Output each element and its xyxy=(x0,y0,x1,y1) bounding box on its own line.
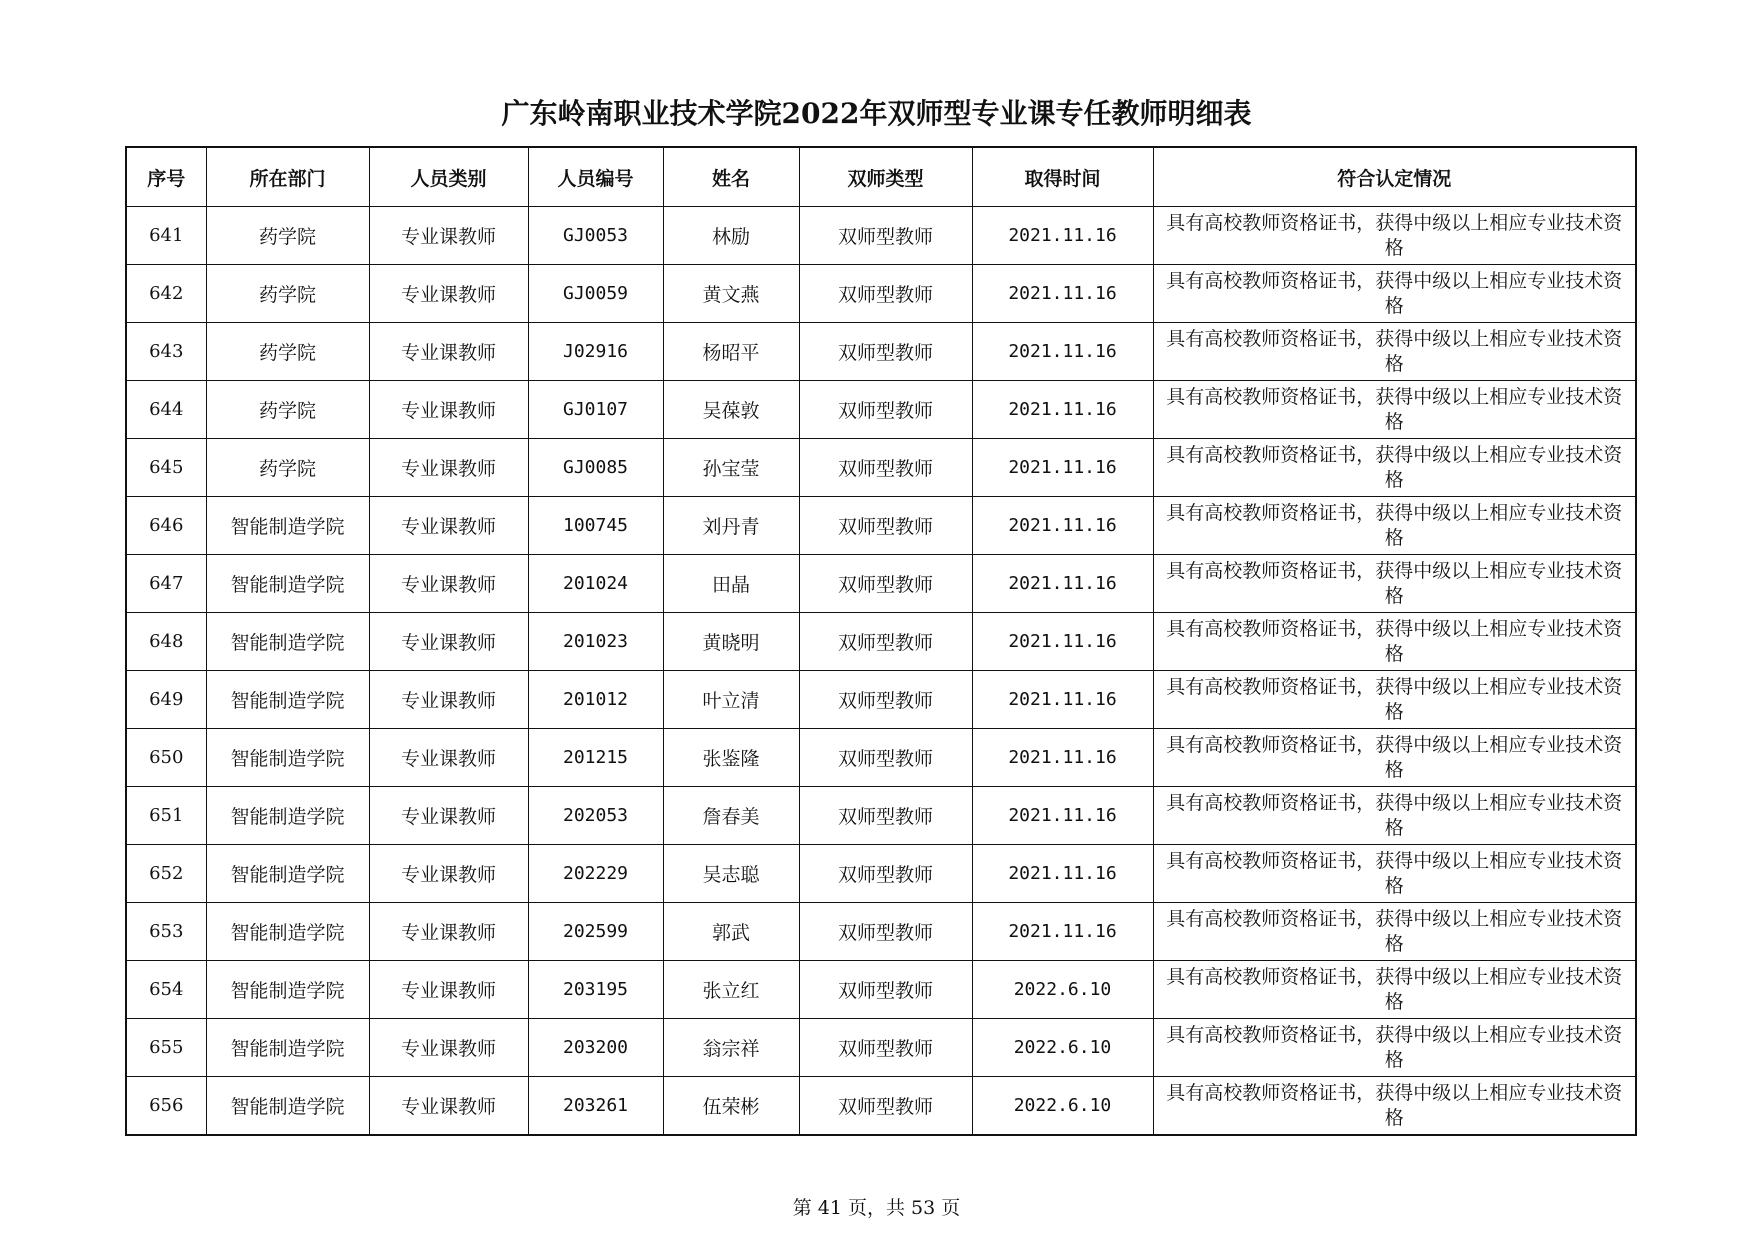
cell-obtained-date: 2021.11.16 xyxy=(972,555,1153,613)
cell-obtained-date: 2021.11.16 xyxy=(972,439,1153,497)
cell-department: 智能制造学院 xyxy=(206,845,369,903)
table-row xyxy=(126,381,1636,439)
cell-serial: 644 xyxy=(126,381,206,439)
table-row xyxy=(126,207,1636,265)
table-row xyxy=(126,613,1636,671)
cell-serial: 653 xyxy=(126,903,206,961)
cell-department: 智能制造学院 xyxy=(206,613,369,671)
cell-criteria: 具有高校教师资格证书，获得中级以上相应专业技术资格 xyxy=(1153,265,1636,323)
cell-serial: 651 xyxy=(126,787,206,845)
cell-criteria: 具有高校教师资格证书，获得中级以上相应专业技术资格 xyxy=(1153,787,1636,845)
cell-staff-id: GJ0085 xyxy=(528,439,663,497)
cell-category: 专业课教师 xyxy=(369,961,528,1019)
cell-qualification-type: 双师型教师 xyxy=(799,555,972,613)
page-number: 第 41 页，共 53 页 xyxy=(792,1197,961,1219)
cell-serial: 656 xyxy=(126,1077,206,1136)
cell-qualification-type: 双师型教师 xyxy=(799,903,972,961)
cell-department: 智能制造学院 xyxy=(206,671,369,729)
cell-obtained-date: 2022.6.10 xyxy=(972,1077,1153,1136)
cell-category: 专业课教师 xyxy=(369,207,528,265)
cell-staff-id: GJ0107 xyxy=(528,381,663,439)
cell-department: 智能制造学院 xyxy=(206,1019,369,1077)
cell-qualification-type: 双师型教师 xyxy=(799,1019,972,1077)
cell-category: 专业课教师 xyxy=(369,439,528,497)
cell-name: 黄晓明 xyxy=(663,613,799,671)
cell-criteria: 具有高校教师资格证书，获得中级以上相应专业技术资格 xyxy=(1153,1077,1636,1136)
cell-qualification-type: 双师型教师 xyxy=(799,323,972,381)
cell-category: 专业课教师 xyxy=(369,265,528,323)
cell-name: 叶立清 xyxy=(663,671,799,729)
cell-serial: 641 xyxy=(126,207,206,265)
header-serial: 序号 xyxy=(126,147,206,207)
cell-criteria: 具有高校教师资格证书，获得中级以上相应专业技术资格 xyxy=(1153,555,1636,613)
header-staff-id: 人员编号 xyxy=(528,147,663,207)
cell-name: 伍荣彬 xyxy=(663,1077,799,1136)
cell-staff-id: 201012 xyxy=(528,671,663,729)
cell-name: 林励 xyxy=(663,207,799,265)
cell-staff-id: 202229 xyxy=(528,845,663,903)
cell-criteria: 具有高校教师资格证书，获得中级以上相应专业技术资格 xyxy=(1153,1019,1636,1077)
cell-obtained-date: 2021.11.16 xyxy=(972,613,1153,671)
cell-obtained-date: 2021.11.16 xyxy=(972,787,1153,845)
header-qualification-type: 双师类型 xyxy=(799,147,972,207)
cell-staff-id: 202053 xyxy=(528,787,663,845)
header-criteria: 符合认定情况 xyxy=(1153,147,1636,207)
cell-name: 孙宝莹 xyxy=(663,439,799,497)
cell-staff-id: GJ0059 xyxy=(528,265,663,323)
cell-qualification-type: 双师型教师 xyxy=(799,207,972,265)
cell-criteria: 具有高校教师资格证书，获得中级以上相应专业技术资格 xyxy=(1153,207,1636,265)
table-row xyxy=(126,1077,1636,1136)
table-row xyxy=(126,903,1636,961)
cell-serial: 642 xyxy=(126,265,206,323)
header-category: 人员类别 xyxy=(369,147,528,207)
cell-department: 智能制造学院 xyxy=(206,555,369,613)
cell-obtained-date: 2021.11.16 xyxy=(972,729,1153,787)
cell-serial: 649 xyxy=(126,671,206,729)
cell-category: 专业课教师 xyxy=(369,555,528,613)
cell-staff-id: 201023 xyxy=(528,613,663,671)
cell-obtained-date: 2022.6.10 xyxy=(972,1019,1153,1077)
cell-criteria: 具有高校教师资格证书，获得中级以上相应专业技术资格 xyxy=(1153,323,1636,381)
teacher-table xyxy=(125,146,1637,1136)
table-body xyxy=(126,207,1636,1136)
cell-obtained-date: 2021.11.16 xyxy=(972,671,1153,729)
cell-category: 专业课教师 xyxy=(369,845,528,903)
table-row xyxy=(126,787,1636,845)
cell-category: 专业课教师 xyxy=(369,787,528,845)
cell-category: 专业课教师 xyxy=(369,497,528,555)
cell-staff-id: 203261 xyxy=(528,1077,663,1136)
table-row xyxy=(126,555,1636,613)
cell-department: 智能制造学院 xyxy=(206,903,369,961)
cell-department: 药学院 xyxy=(206,265,369,323)
cell-criteria: 具有高校教师资格证书，获得中级以上相应专业技术资格 xyxy=(1153,671,1636,729)
cell-serial: 652 xyxy=(126,845,206,903)
cell-criteria: 具有高校教师资格证书，获得中级以上相应专业技术资格 xyxy=(1153,613,1636,671)
cell-category: 专业课教师 xyxy=(369,903,528,961)
cell-criteria: 具有高校教师资格证书，获得中级以上相应专业技术资格 xyxy=(1153,903,1636,961)
cell-name: 刘丹青 xyxy=(663,497,799,555)
cell-obtained-date: 2021.11.16 xyxy=(972,323,1153,381)
cell-department: 药学院 xyxy=(206,207,369,265)
cell-category: 专业课教师 xyxy=(369,671,528,729)
cell-staff-id: J02916 xyxy=(528,323,663,381)
cell-qualification-type: 双师型教师 xyxy=(799,961,972,1019)
cell-serial: 643 xyxy=(126,323,206,381)
cell-obtained-date: 2022.6.10 xyxy=(972,961,1153,1019)
cell-serial: 648 xyxy=(126,613,206,671)
cell-name: 郭武 xyxy=(663,903,799,961)
table-row xyxy=(126,671,1636,729)
cell-obtained-date: 2021.11.16 xyxy=(972,265,1153,323)
cell-staff-id: GJ0053 xyxy=(528,207,663,265)
cell-name: 詹春美 xyxy=(663,787,799,845)
cell-qualification-type: 双师型教师 xyxy=(799,613,972,671)
cell-staff-id: 201215 xyxy=(528,729,663,787)
cell-criteria: 具有高校教师资格证书，获得中级以上相应专业技术资格 xyxy=(1153,961,1636,1019)
cell-obtained-date: 2021.11.16 xyxy=(972,207,1153,265)
cell-department: 药学院 xyxy=(206,323,369,381)
cell-qualification-type: 双师型教师 xyxy=(799,381,972,439)
cell-department: 药学院 xyxy=(206,381,369,439)
cell-category: 专业课教师 xyxy=(369,323,528,381)
cell-criteria: 具有高校教师资格证书，获得中级以上相应专业技术资格 xyxy=(1153,729,1636,787)
page-title: 广东岭南职业技术学院2022年双师型专业课专任教师明细表 xyxy=(501,97,1252,130)
cell-qualification-type: 双师型教师 xyxy=(799,497,972,555)
header-department: 所在部门 xyxy=(206,147,369,207)
header-obtained-date: 取得时间 xyxy=(972,147,1153,207)
cell-serial: 645 xyxy=(126,439,206,497)
cell-department: 智能制造学院 xyxy=(206,729,369,787)
cell-name: 田晶 xyxy=(663,555,799,613)
cell-staff-id: 201024 xyxy=(528,555,663,613)
cell-name: 黄文燕 xyxy=(663,265,799,323)
cell-criteria: 具有高校教师资格证书，获得中级以上相应专业技术资格 xyxy=(1153,439,1636,497)
cell-criteria: 具有高校教师资格证书，获得中级以上相应专业技术资格 xyxy=(1153,845,1636,903)
cell-name: 张鉴隆 xyxy=(663,729,799,787)
cell-name: 吴葆敦 xyxy=(663,381,799,439)
cell-category: 专业课教师 xyxy=(369,729,528,787)
cell-staff-id: 202599 xyxy=(528,903,663,961)
cell-category: 专业课教师 xyxy=(369,1077,528,1136)
cell-category: 专业课教师 xyxy=(369,381,528,439)
cell-qualification-type: 双师型教师 xyxy=(799,845,972,903)
cell-serial: 655 xyxy=(126,1019,206,1077)
cell-name: 翁宗祥 xyxy=(663,1019,799,1077)
cell-name: 吴志聪 xyxy=(663,845,799,903)
table-row xyxy=(126,961,1636,1019)
cell-staff-id: 203200 xyxy=(528,1019,663,1077)
cell-department: 智能制造学院 xyxy=(206,961,369,1019)
cell-serial: 647 xyxy=(126,555,206,613)
cell-qualification-type: 双师型教师 xyxy=(799,439,972,497)
table-header-row xyxy=(126,147,1636,207)
table-row xyxy=(126,497,1636,555)
cell-serial: 650 xyxy=(126,729,206,787)
cell-department: 药学院 xyxy=(206,439,369,497)
header-name: 姓名 xyxy=(663,147,799,207)
cell-obtained-date: 2021.11.16 xyxy=(972,845,1153,903)
cell-obtained-date: 2021.11.16 xyxy=(972,497,1153,555)
cell-category: 专业课教师 xyxy=(369,613,528,671)
cell-criteria: 具有高校教师资格证书，获得中级以上相应专业技术资格 xyxy=(1153,497,1636,555)
cell-name: 杨昭平 xyxy=(663,323,799,381)
cell-category: 专业课教师 xyxy=(369,1019,528,1077)
cell-department: 智能制造学院 xyxy=(206,497,369,555)
cell-obtained-date: 2021.11.16 xyxy=(972,381,1153,439)
cell-criteria: 具有高校教师资格证书，获得中级以上相应专业技术资格 xyxy=(1153,381,1636,439)
cell-qualification-type: 双师型教师 xyxy=(799,671,972,729)
table-row xyxy=(126,439,1636,497)
cell-name: 张立红 xyxy=(663,961,799,1019)
cell-qualification-type: 双师型教师 xyxy=(799,1077,972,1136)
cell-staff-id: 100745 xyxy=(528,497,663,555)
table-row xyxy=(126,845,1636,903)
cell-qualification-type: 双师型教师 xyxy=(799,265,972,323)
cell-serial: 654 xyxy=(126,961,206,1019)
table-row xyxy=(126,1019,1636,1077)
table-row xyxy=(126,729,1636,787)
cell-serial: 646 xyxy=(126,497,206,555)
table-row xyxy=(126,323,1636,381)
cell-qualification-type: 双师型教师 xyxy=(799,787,972,845)
table-row xyxy=(126,265,1636,323)
cell-obtained-date: 2021.11.16 xyxy=(972,903,1153,961)
cell-qualification-type: 双师型教师 xyxy=(799,729,972,787)
cell-department: 智能制造学院 xyxy=(206,787,369,845)
cell-department: 智能制造学院 xyxy=(206,1077,369,1136)
cell-staff-id: 203195 xyxy=(528,961,663,1019)
